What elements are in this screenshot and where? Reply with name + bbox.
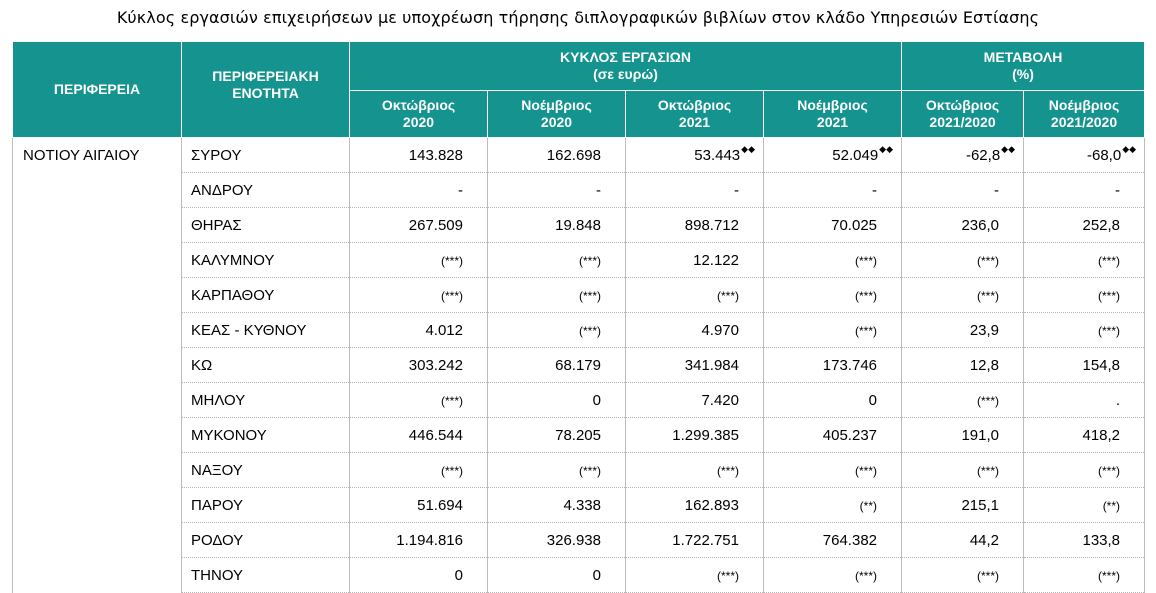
value-cell (488, 208, 626, 243)
turnover-table (12, 41, 1145, 593)
table-row (13, 278, 1145, 313)
value-cell (350, 278, 488, 313)
regional-unit-cell: ΡΟΔΟΥ (182, 523, 350, 558)
cell-value: 78.205 (555, 426, 601, 444)
value-cell (626, 523, 764, 558)
header-change (902, 42, 1145, 91)
header-period-month: Νοέμβριος (797, 97, 868, 113)
value-cell (1024, 243, 1145, 278)
value-cell (350, 243, 488, 278)
cell-value: (***) (977, 463, 1000, 478)
value-cell (902, 313, 1024, 348)
value-cell (902, 278, 1024, 313)
value-cell (902, 243, 1024, 278)
value-cell (1024, 453, 1145, 488)
cell-value: -68,0 (1086, 146, 1122, 164)
cell-value: 215,1 (961, 496, 1000, 514)
value-cell (902, 523, 1024, 558)
region-cell: ΝΟΤΙΟΥ ΑΙΓΑΙΟΥ (13, 138, 182, 593)
value-cell (488, 558, 626, 593)
cell-value: 418,2 (1082, 426, 1121, 444)
value-cell (488, 243, 626, 278)
cell-value: - (596, 181, 601, 199)
value-cell (1024, 278, 1145, 313)
regional-unit-cell: ΣΥΡΟΥ (182, 138, 350, 173)
value-cell (350, 348, 488, 383)
cell-value: - (458, 181, 463, 199)
value-cell (1024, 313, 1145, 348)
value-cell (1024, 138, 1145, 173)
header-turnover-line2: (σε ευρώ) (593, 66, 658, 82)
cell-value: (***) (977, 288, 1000, 303)
cell-value: 252,8 (1082, 216, 1121, 234)
cell-value: (***) (855, 253, 878, 268)
value-cell (902, 383, 1024, 418)
value-cell (764, 488, 902, 523)
value-cell (764, 313, 902, 348)
value-cell (1024, 173, 1145, 208)
cell-value: 0 (592, 391, 601, 409)
value-cell (350, 523, 488, 558)
cell-value: 173.746 (822, 356, 878, 374)
regional-unit-cell: ΚΑΛΥΜΝΟΥ (182, 243, 350, 278)
cell-value: (***) (1098, 323, 1121, 338)
cell-value: - (994, 181, 1000, 199)
header-change-line1: ΜΕΤΑΒΟΛΗ (983, 49, 1063, 65)
table-row (13, 243, 1145, 278)
value-cell (488, 453, 626, 488)
cell-value: (***) (1098, 463, 1121, 478)
cell-value: (***) (1098, 288, 1121, 303)
cell-value: 4.970 (701, 321, 739, 339)
cell-value: 7.420 (701, 391, 739, 409)
cell-value: 1.194.816 (396, 531, 463, 549)
header-period-month: Οκτώβριος (925, 97, 1000, 113)
value-cell (626, 278, 764, 313)
value-cell (626, 138, 764, 173)
header-period-year: 2021 (816, 114, 849, 130)
cell-value: 1.299.385 (672, 426, 739, 444)
value-cell (764, 243, 902, 278)
cell-value: (***) (440, 463, 463, 478)
value-cell (902, 418, 1024, 453)
regional-unit-cell: ΑΝΔΡΟΥ (182, 173, 350, 208)
cell-value: 303.242 (408, 356, 463, 374)
cell-value: 1.722.751 (672, 531, 739, 549)
cell-value: 267.509 (408, 216, 463, 234)
header-period (902, 91, 1024, 138)
header-period (626, 91, 764, 138)
table-row (13, 313, 1145, 348)
cell-value: 326.938 (546, 531, 601, 549)
cell-value: (***) (977, 393, 1000, 408)
value-cell (902, 138, 1024, 173)
cell-value: 0 (454, 566, 463, 584)
value-cell (350, 383, 488, 418)
cell-value: 44,2 (969, 531, 1000, 549)
value-cell (902, 348, 1024, 383)
value-cell (1024, 418, 1145, 453)
cell-value: 191,0 (961, 426, 1000, 444)
header-period-month: Οκτώβριος (381, 97, 456, 113)
value-cell (488, 383, 626, 418)
value-cell (1024, 208, 1145, 243)
regional-unit-cell: ΜΥΚΟΝΟΥ (182, 418, 350, 453)
header-regional-unit-line1: ΠΕΡΙΦΕΡΕΙΑΚΗ (212, 68, 319, 84)
regional-unit-cell: ΚΩ (182, 348, 350, 383)
header-period-month: Νοέμβριος (1048, 97, 1120, 113)
header-period-month: Νοέμβριος (521, 97, 592, 113)
value-cell (488, 488, 626, 523)
cell-value: 143.828 (408, 146, 463, 164)
value-cell (626, 558, 764, 593)
regional-unit-cell: ΜΗΛΟΥ (182, 383, 350, 418)
cell-value: 12.122 (693, 251, 739, 269)
cell-value: 52.049 (832, 146, 879, 164)
cell-value: 53.443 (694, 146, 741, 164)
value-cell (626, 383, 764, 418)
cell-value: 0 (592, 566, 601, 584)
cell-value: (***) (855, 463, 878, 478)
value-cell (626, 348, 764, 383)
value-cell (488, 418, 626, 453)
footnote-marker: ◆◆ (1122, 143, 1137, 154)
header-period-month: Οκτώβριος (657, 97, 732, 113)
cell-value: (***) (440, 288, 463, 303)
value-cell (902, 173, 1024, 208)
regional-unit-cell: ΠΑΡΟΥ (182, 488, 350, 523)
cell-value: 4.012 (425, 321, 463, 339)
header-region: ΠΕΡΙΦΕΡΕΙΑ (13, 42, 182, 138)
value-cell (764, 348, 902, 383)
value-cell (626, 208, 764, 243)
value-cell (350, 453, 488, 488)
cell-value: (***) (977, 253, 1000, 268)
value-cell (350, 488, 488, 523)
value-cell (488, 523, 626, 558)
value-cell (350, 173, 488, 208)
value-cell (488, 278, 626, 313)
cell-value: (***) (977, 568, 1000, 583)
table-row (13, 138, 1145, 173)
header-change-line2: (%) (1012, 66, 1034, 82)
value-cell (1024, 523, 1145, 558)
cell-value: 51.694 (417, 496, 463, 514)
value-cell (350, 208, 488, 243)
header-period-year: 2021/2020 (1050, 114, 1118, 130)
value-cell (1024, 383, 1145, 418)
value-cell (1024, 488, 1145, 523)
cell-value: 133,8 (1082, 531, 1121, 549)
cell-value: (***) (578, 253, 601, 268)
cell-value: (***) (855, 568, 878, 583)
header-regional-unit-line2: ΕΝΟΤΗΤΑ (232, 85, 299, 101)
footnote-marker: ◆◆ (879, 143, 894, 154)
value-cell (764, 523, 902, 558)
table-row (13, 558, 1145, 593)
value-cell (1024, 348, 1145, 383)
cell-value: 68.179 (555, 356, 601, 374)
table-row (13, 173, 1145, 208)
table-row (13, 453, 1145, 488)
value-cell (488, 348, 626, 383)
cell-value: (***) (578, 323, 601, 338)
cell-value: 405.237 (822, 426, 878, 444)
value-cell (350, 313, 488, 348)
header-turnover-line1: ΚΥΚΛΟΣ ΕΡΓΑΣΙΩΝ (560, 49, 692, 65)
cell-value: (***) (716, 463, 739, 478)
value-cell (764, 208, 902, 243)
value-cell (764, 383, 902, 418)
value-cell (488, 313, 626, 348)
cell-value: 0 (868, 391, 878, 409)
cell-value: 12,8 (969, 356, 1000, 374)
table-row (13, 523, 1145, 558)
cell-value: 70.025 (831, 216, 878, 234)
cell-value: (***) (440, 393, 463, 408)
table-row (13, 348, 1145, 383)
value-cell (764, 558, 902, 593)
value-cell (1024, 558, 1145, 593)
cell-value: (***) (716, 568, 739, 583)
header-period-year: 2021/2020 (929, 114, 996, 130)
table-row (13, 208, 1145, 243)
cell-value: 764.382 (822, 531, 878, 549)
cell-value: 162.698 (546, 146, 601, 164)
value-cell (764, 453, 902, 488)
table-row (13, 418, 1145, 453)
cell-value: 898.712 (684, 216, 739, 234)
regional-unit-cell: ΝΑΞΟΥ (182, 453, 350, 488)
cell-value: (***) (1098, 253, 1121, 268)
table-row (13, 488, 1145, 523)
value-cell (764, 138, 902, 173)
value-cell (350, 418, 488, 453)
regional-unit-cell: ΤΗΝΟΥ (182, 558, 350, 593)
cell-value: 446.544 (408, 426, 463, 444)
value-cell (488, 138, 626, 173)
cell-value: (***) (855, 323, 878, 338)
value-cell (488, 173, 626, 208)
value-cell (626, 243, 764, 278)
regional-unit-cell: ΚΑΡΠΑΘΟΥ (182, 278, 350, 313)
regional-unit-cell: ΚΕΑΣ - ΚΥΘΝΟΥ (182, 313, 350, 348)
cell-value: 19.848 (555, 216, 601, 234)
cell-value: (***) (578, 288, 601, 303)
header-period (350, 91, 488, 138)
value-cell (902, 453, 1024, 488)
regional-unit-cell: ΘΗΡΑΣ (182, 208, 350, 243)
cell-value: - (872, 181, 878, 199)
cell-value: (***) (578, 463, 601, 478)
cell-value: (**) (1102, 498, 1121, 513)
header-turnover (350, 42, 902, 91)
cell-value: 162.893 (684, 496, 739, 514)
cell-value: (***) (716, 288, 739, 303)
header-period-year: 2020 (540, 114, 573, 130)
value-cell (764, 173, 902, 208)
value-cell (764, 418, 902, 453)
table-row (13, 383, 1145, 418)
value-cell (902, 558, 1024, 593)
cell-value: . (1115, 391, 1121, 409)
cell-value: 154,8 (1082, 356, 1121, 374)
cell-value: (**) (859, 498, 878, 513)
cell-value: (***) (440, 253, 463, 268)
cell-value: - (734, 181, 739, 199)
value-cell (626, 313, 764, 348)
value-cell (350, 138, 488, 173)
value-cell (626, 418, 764, 453)
cell-value: (***) (855, 288, 878, 303)
cell-value: -62,8 (965, 146, 1001, 164)
value-cell (764, 278, 902, 313)
header-regional-unit (182, 42, 350, 138)
header-period-year: 2020 (402, 114, 435, 130)
header-period (764, 91, 902, 138)
header-period (488, 91, 626, 138)
cell-value: 23,9 (969, 321, 1000, 339)
value-cell (626, 453, 764, 488)
cell-value: (***) (1098, 568, 1121, 583)
value-cell (902, 208, 1024, 243)
value-cell (902, 488, 1024, 523)
cell-value: 236,0 (961, 216, 1000, 234)
cell-value: 341.984 (684, 356, 739, 374)
value-cell (626, 173, 764, 208)
cell-value: 4.338 (563, 496, 601, 514)
header-period-year: 2021 (678, 114, 711, 130)
value-cell (350, 558, 488, 593)
cell-value: - (1115, 181, 1121, 199)
footnote-marker: ◆◆ (741, 143, 755, 154)
page-title: Κύκλος εργασιών επιχειρήσεων με υποχρέωση τήρησης διπλογραφικών βιβλίων στον κλάδο Υπηρεσιών Εστίασης (116, 8, 1040, 27)
header-period (1024, 91, 1145, 138)
value-cell (626, 488, 764, 523)
footnote-marker: ◆◆ (1001, 143, 1016, 154)
